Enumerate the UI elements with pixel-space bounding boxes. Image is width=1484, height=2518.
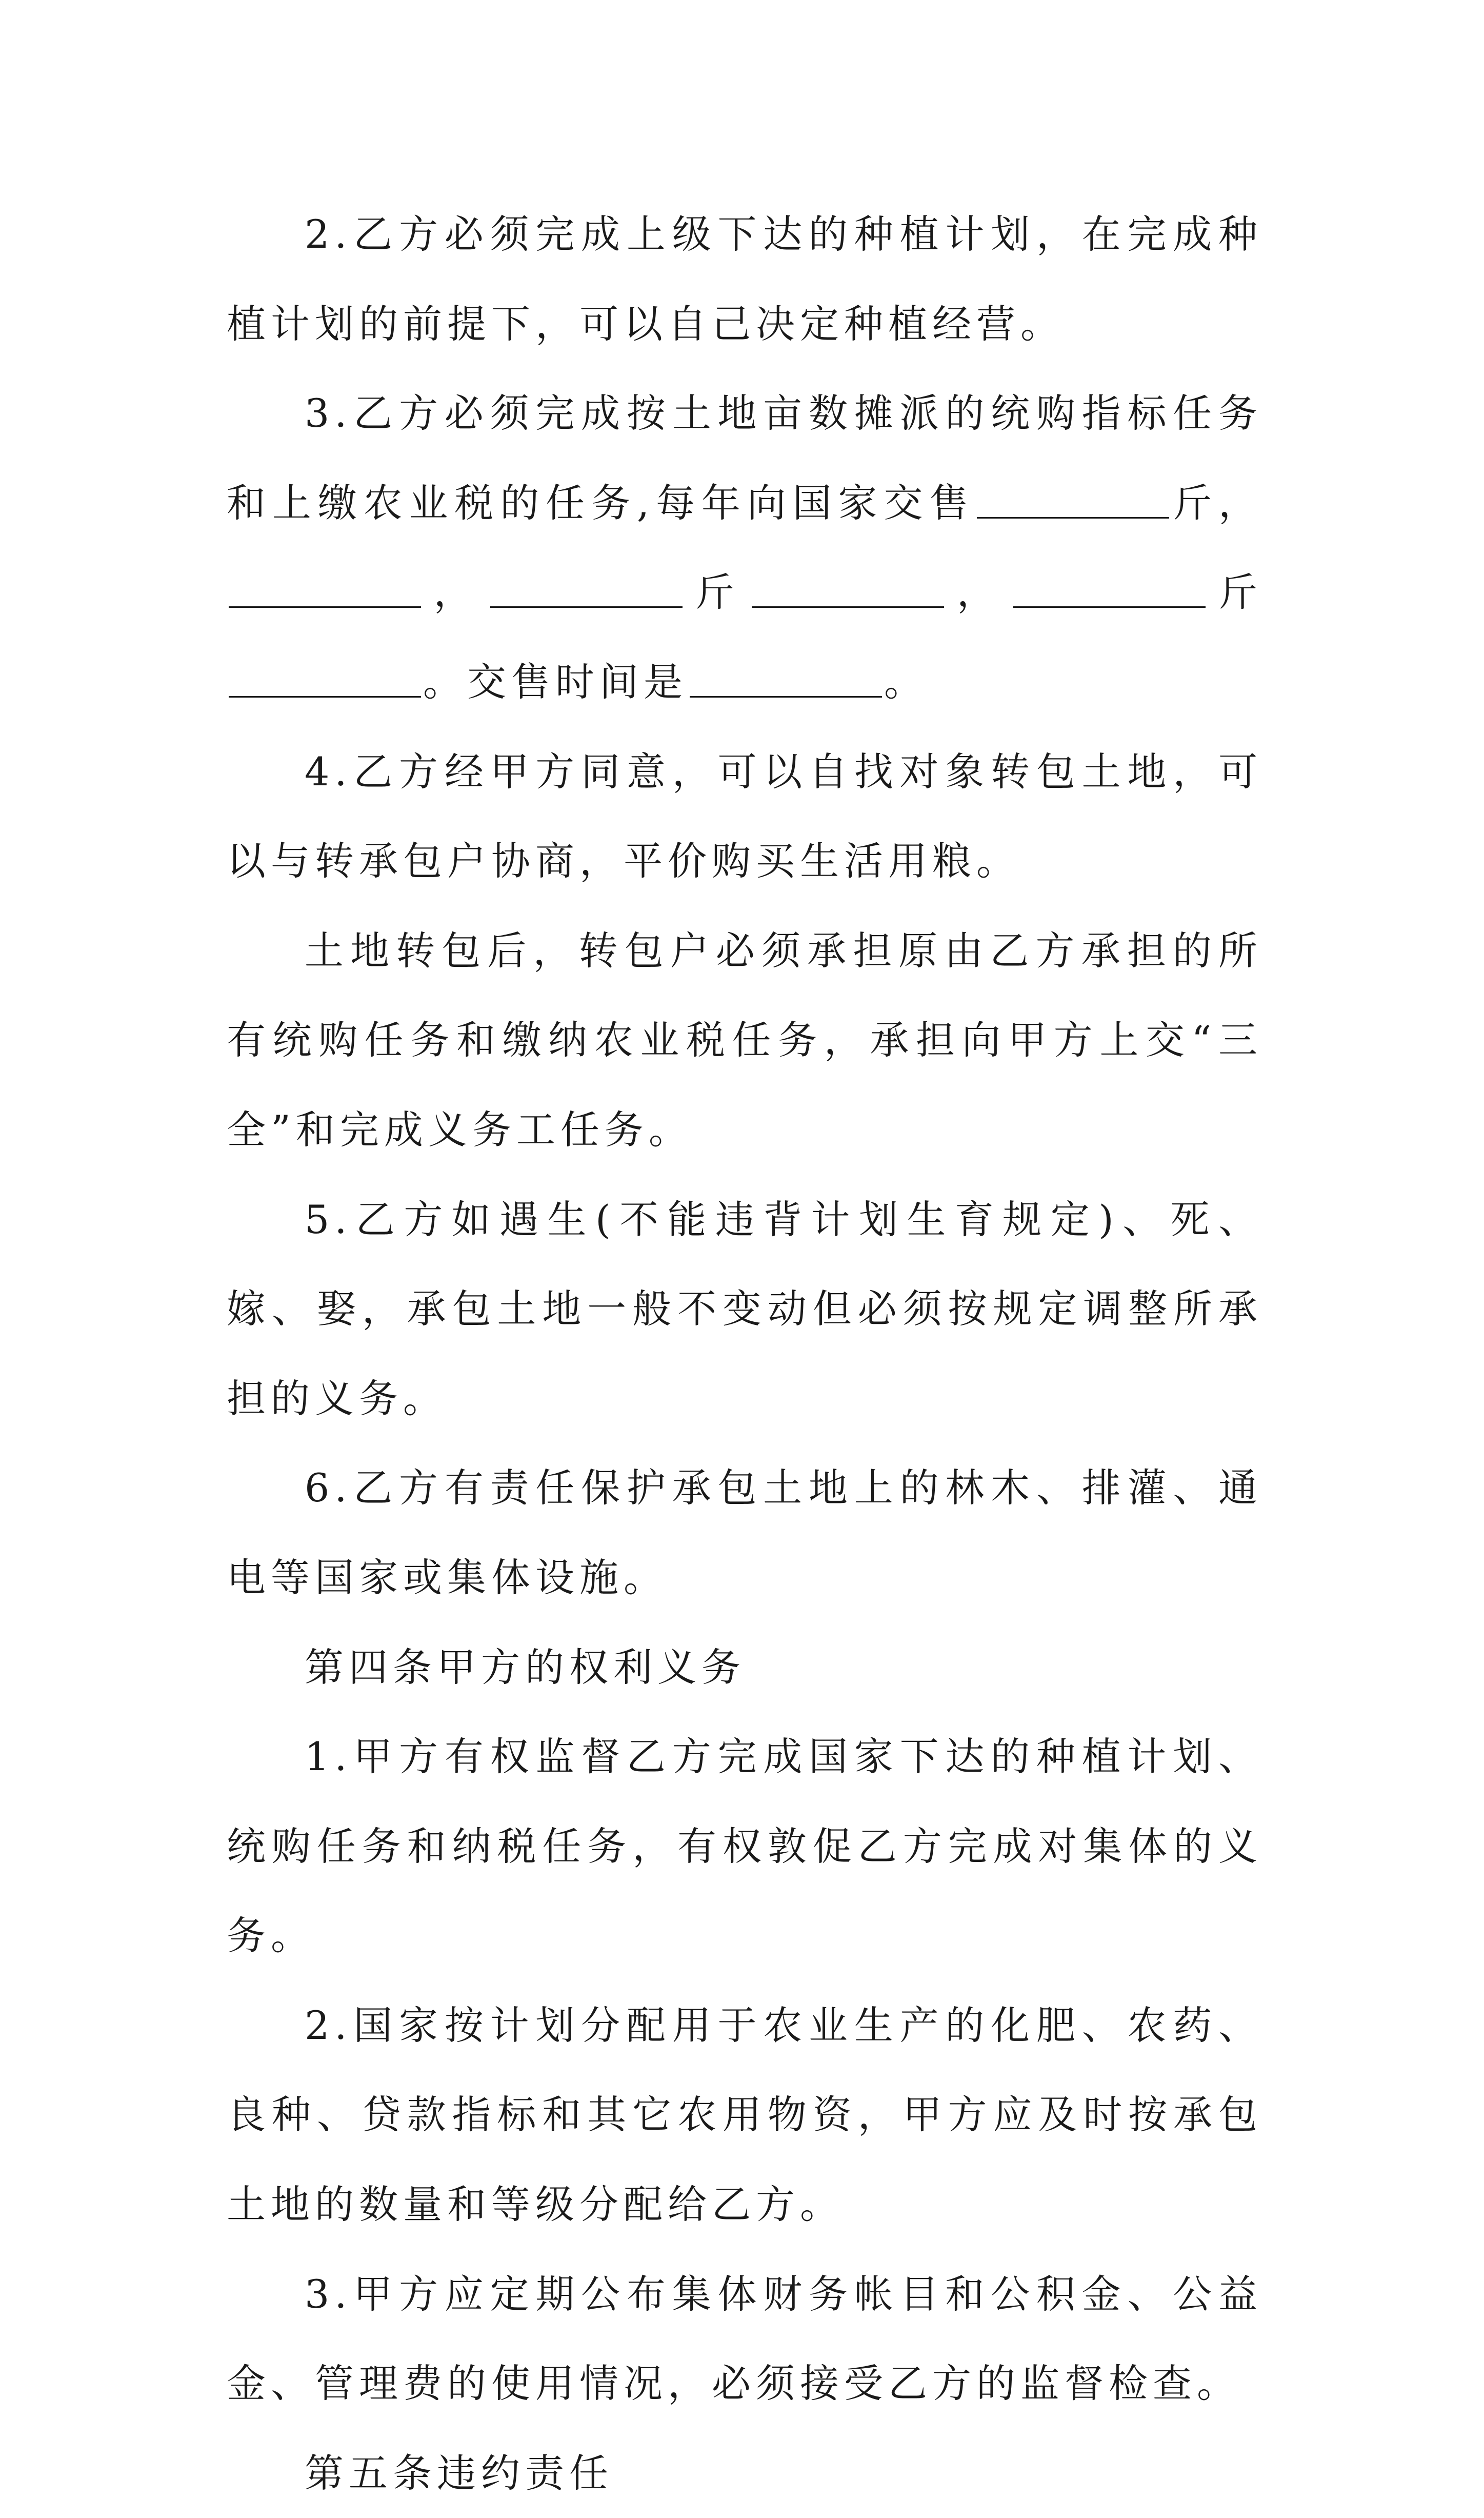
fill-in-blank[interactable] [229,665,421,698]
document-body [227,190,1262,2518]
fill-in-blank[interactable] [690,665,882,698]
paragraph-clause-4-3: 3.甲方应定期公布集体财务帐目和公积金、公益金、管理费的使用情况，必须接受乙方的监督检查。 [227,2271,1262,2407]
section-heading-article-5: 第五条违约责任 [305,2450,613,2496]
fill-in-blank[interactable] [752,576,944,608]
fill-in-blank[interactable] [977,486,1169,519]
fill-in-separator: ， [423,569,489,616]
paragraph-clause-3-4: 4.乙方经甲方同意，可以自找对象转包土地，可以与转承包户协商，平价购买生活用粮。 [227,748,1262,884]
fill-in-unit: 斤， [1171,480,1262,526]
fill-in-tail: 。交售时间是 [423,659,688,705]
fill-in-separator: ， [946,569,1012,616]
paragraph-clause-3-5: 5.乙方如遇生(不能违背计划生育规定)、死、嫁、娶，承包土地一般不变动但必须按规定调整所承担的义务。 [227,1196,1262,1421]
paragraph-clause-3-3 [227,369,1262,727]
fill-in-blank[interactable] [490,576,683,608]
fill-in-blank[interactable] [229,576,421,608]
fill-in-end: 。 [884,659,928,705]
section-heading-article-4: 第四条甲方的权利义务 [305,1644,746,1690]
paragraph-clause-3-2: 2.乙方必须完成上级下达的种植计划，在完成种植计划的前提下，可以自己决定种植经营。 [227,211,1262,347]
paragraph-clause-4-2: 2.国家按计划分配用于农业生产的化肥、农药、良种、贷款指标和其它农用物资，甲方应及时按承包土地的数量和等级分配给乙方。 [227,2002,1262,2228]
paragraph-clause-3-6: 6.乙方有责任保护承包土地上的林木、排灌、通电等国家或集体设施。 [227,1465,1262,1600]
fill-in-blank[interactable] [1013,576,1206,608]
paragraph-clause-3-3-text: 3.乙方必须完成按土地亩数摊派的统购指标任务和上缴农业税的任务,每年向国家交售 [227,390,1262,526]
paragraph-clause-4-1: 1.甲方有权监督乙方完成国家下达的种植计划、统购任务和纳税任务，有权敦促乙方完成对集体的义务。 [227,1734,1262,1959]
paragraph-subcontract: 土地转包后，转包户必须承担原由乙方承担的所有统购任务和缴纳农业税任务，承担向甲方上交“三全”和完成义务工任务。 [227,927,1262,1153]
fill-in-unit: 斤 [1208,569,1263,616]
fill-in-unit: 斤 [685,569,750,616]
